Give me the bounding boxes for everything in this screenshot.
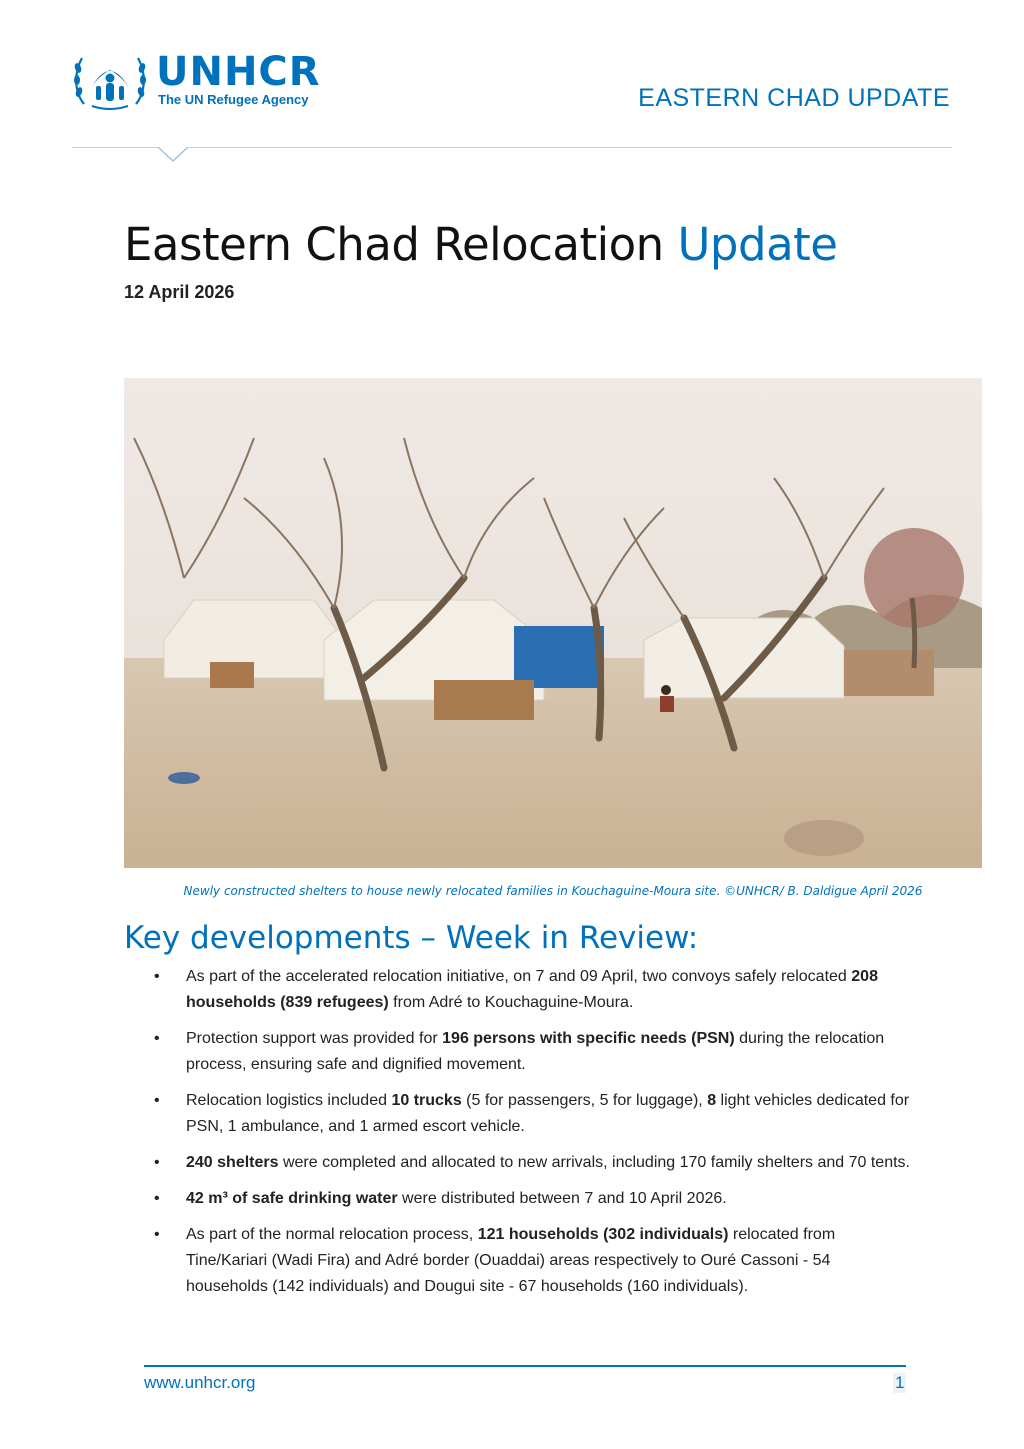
bullet-highlight: 121 households (302 individuals) [477, 1226, 729, 1243]
section-heading: Key developments – Week in Review: [124, 920, 699, 956]
brand-name: UNHCR [156, 49, 321, 95]
list-item [124, 1088, 914, 1140]
bullet-text: during the relocation process, ensuring safe and dignified movement. [186, 1030, 885, 1073]
unhcr-emblem-icon [72, 48, 148, 112]
bullet-highlight: 42 m³ of safe drinking water [186, 1190, 398, 1207]
footer-divider [144, 1365, 906, 1367]
header-title: EASTERN CHAD UPDATE [638, 84, 950, 112]
bullet-text: were distributed between 7 and 10 April 2026. [397, 1190, 727, 1207]
footer-website-link[interactable]: www.unhcr.org [144, 1373, 256, 1392]
page-title-main: Eastern Chad Relocation [124, 218, 678, 271]
photo-caption: Newly constructed shelters to house newly relocated families in Kouchaguine-Moura site. ©UNHCR/ B. Daldigue April 2026 [183, 884, 923, 898]
key-developments-list [124, 964, 914, 1310]
list-item [124, 964, 914, 1016]
bullet-highlight: 10 trucks [391, 1092, 462, 1109]
bullet-text: light vehicles dedicated for PSN, 1 ambulance, and 1 armed escort vehicle. [186, 1092, 910, 1135]
header-divider [72, 147, 952, 148]
chevron-down-icon [158, 147, 188, 163]
bullet-text: were completed and allocated to new arrivals, including 170 family shelters and 70 tents. [278, 1154, 910, 1171]
hero-photo [124, 378, 982, 868]
list-item [124, 1150, 914, 1176]
page-title [124, 218, 837, 271]
bullet-text: from Adré to Kouchaguine-Moura. [388, 994, 634, 1011]
page-date: 12 April 2026 [124, 282, 235, 302]
bullet-highlight: 8 [707, 1092, 717, 1109]
list-item [124, 1026, 914, 1078]
bullet-text: As part of the accelerated relocation initiative, on 7 and 09 April, two convoys safely relocated [186, 968, 852, 985]
list-item [124, 1222, 914, 1300]
page-number: 1 [895, 1373, 905, 1392]
bullet-text: As part of the normal relocation process, [186, 1226, 478, 1243]
bullet-highlight: 196 persons with specific needs (PSN) [442, 1030, 735, 1047]
bullet-text: Relocation logistics included [186, 1092, 392, 1109]
bullet-highlight: 208 households (839 refugees) [186, 968, 878, 1011]
bullet-text: relocated from Tine/Kariari (Wadi Fira) and Adré border (Ouaddai) areas respectively to Ouré Cassoni - 54 households (142 individuals) and Dougui site - 67 households (160 individuals). [186, 1226, 836, 1295]
page-title-accent: Update [677, 218, 838, 271]
list-item [124, 1186, 914, 1212]
bullet-highlight: 240 shelters [186, 1154, 279, 1171]
unhcr-logo [72, 48, 342, 112]
brand-tagline: The UN Refugee Agency [158, 92, 309, 107]
bullet-text: (5 for passengers, 5 for luggage), [461, 1092, 708, 1109]
bullet-text: Protection support was provided for [186, 1030, 443, 1047]
camp-shelters-photo [124, 378, 982, 868]
